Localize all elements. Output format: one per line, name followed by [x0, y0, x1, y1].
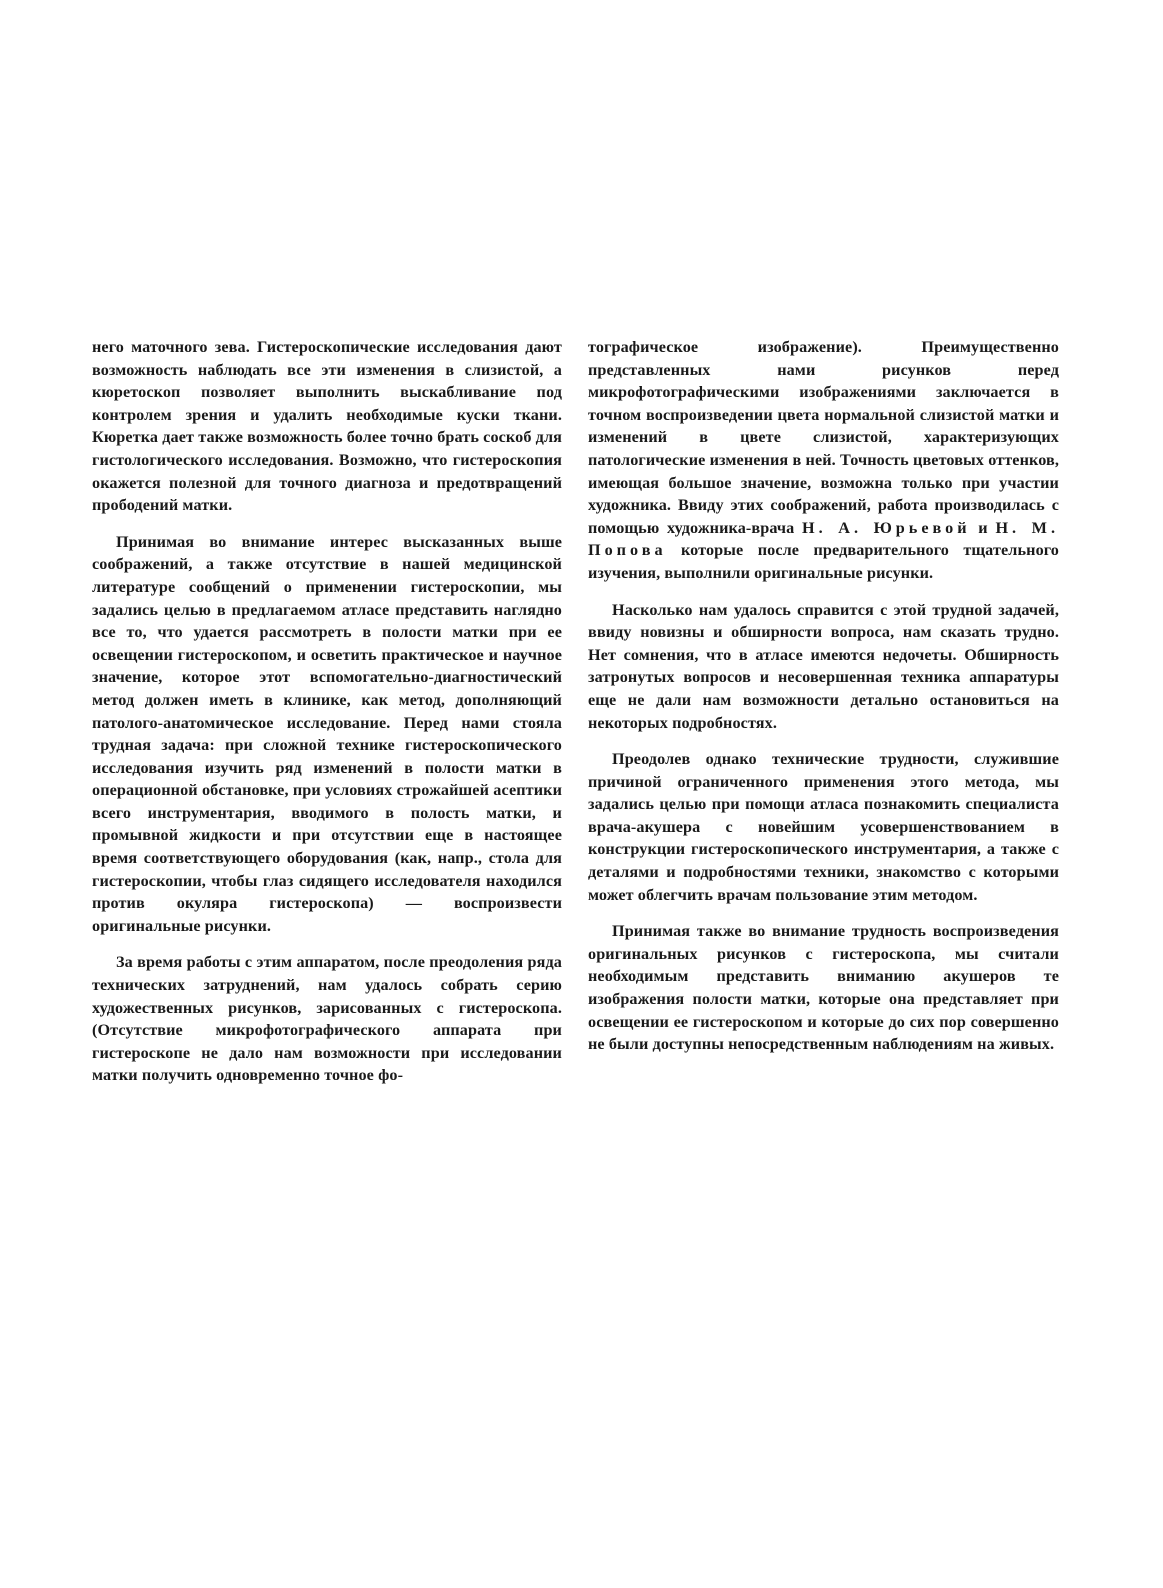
paragraph-text: которые после предварительного тщательного изучения, выполнили оригинальные рисунки. — [588, 541, 1059, 582]
paragraph: Принимая во внимание интерес высказанных выше соображений, а также отсутствие в нашей медицинской литературе сообщений о применении гистероскопии, мы задались целью в предлагаемом атласе представить наглядно все то, что удается рассмотреть в полости матки при ее освещении гистероскопом, и осветить практическое и научное значение, которое этот вспомогательно-диагностический метод должен иметь в клинике, как метод, дополняющий патолого-анатомическое исследование. Перед нами стояла трудная задача: при сложной технике гистероскопического исследования изучить ряд изменений в полости матки в операционной обстановке, при условиях строжайшей асептики всего инструментария, вводимого в полость матки, и промывной жидкости и при отсутствии еще в настоящее время соответствующего оборудования (как, напр., стола для гистероскопии, чтобы глаз сидящего исследователя находился против окуляра гистероскопа) — воспроизвести оригинальные рисунки. — [92, 532, 562, 935]
paragraph: За время работы с этим аппаратом, после преодоления ряда технических затруднений, нам удалось собрать серию художественных рисунков, зарисованных с гистероскопа. (Отсутствие микрофотографического аппарата при гистероскопе не дало нам возможности при исследовании матки получить одновременно точное фо- — [92, 953, 562, 1085]
right-column — [588, 336, 1059, 1070]
paragraph: Принимая также во внимание трудность воспроизведения оригинальных рисунков с гистероскопа, мы считали необходимым представить вниманию акушеров те изображения полости матки, которые она представляет при освещении ее гистероскопом и которые до сих пор совершенно не были доступны непосредственным наблюдениям на живых. — [588, 922, 1059, 1054]
paragraph — [588, 336, 1059, 585]
paragraph: Насколько нам удалось справится с этой трудной задачей, ввиду новизны и обширности вопроса, нам сказать трудно. Нет сомнения, что в атласе имеются недочеты. Обширность затронутых вопросов и несовершенная техника аппаратуры еще не дали нам возможности детально остановиться на некоторых подробностях. — [588, 600, 1059, 732]
artist-name: Н. М. Попова — [588, 518, 1059, 560]
conjunction: и — [970, 518, 996, 537]
paragraph: Преодолев однако технические трудности, служившие причиной ограниченного применения этого метода, мы задались целью при помощи атласа познакомить специалиста врача-акушера с новейшим усовершенствованием в конструкции гистероскопического инструментария, а также с деталями и подробностями техники, знакомство с которыми может облегчить врачам пользование этим методом. — [588, 750, 1059, 904]
artist-name: Н. А. Юрьевой — [802, 518, 971, 537]
paragraph-text: тографическое изображение). Преимущественно представленных нами рисунков перед микрофотографическими изображениями заключается в точном воспроизведении цвета нормальной слизистой матки и изменений в цвете слизистой, характеризующих патологические изменения в ней. Точность цветовых оттенков, имеющая большое значение, возможна только при участии художника. Ввиду этих соображений, работа производилась с помощью художника-врача — [588, 338, 1059, 537]
left-column — [92, 336, 562, 1101]
paragraph: него маточного зева. Гистероскопические исследования дают возможность наблюдать все эти изменения в слизистой, а кюретоскоп позволяет выполнить выскабливание под контролем зрения и удалить необходимые куски ткани. Кюретка дает также возможность более точно брать соскоб для гистологического исследования. Возможно, что гистероскопия окажется полезной для точного диагноза и предотвращений прободений матки. — [92, 338, 562, 515]
